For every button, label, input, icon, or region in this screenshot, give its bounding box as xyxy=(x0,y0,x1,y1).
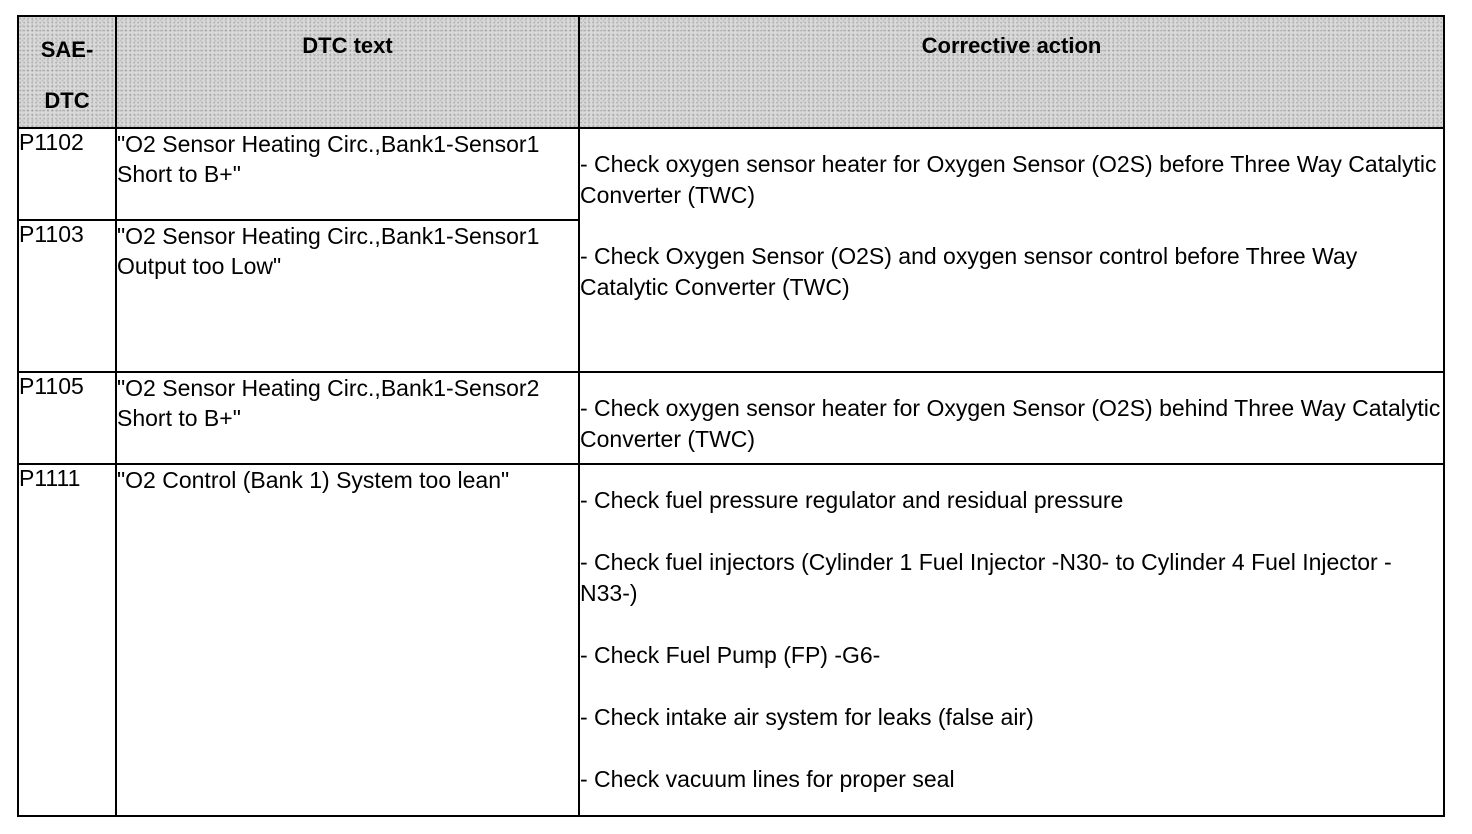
dtc-text: "O2 Sensor Heating Circ.,Bank1-Sensor2 Short to B+" xyxy=(116,372,579,464)
corrective-action-item: - Check fuel pressure regulator and residual pressure xyxy=(580,487,1124,513)
table-row xyxy=(18,464,1444,816)
table-row xyxy=(18,372,1444,464)
corrective-action-cell xyxy=(579,464,1444,816)
corrective-action-cell xyxy=(579,372,1444,464)
corrective-action-item: - Check oxygen sensor heater for Oxygen Sensor (O2S) before Three Way Catalytic Converter (TWC) xyxy=(580,151,1437,208)
dtc-code: P1103 xyxy=(18,220,116,372)
table-header-row xyxy=(18,16,1444,128)
corrective-action-item: - Check oxygen sensor heater for Oxygen Sensor (O2S) behind Three Way Catalytic Converter (TWC) xyxy=(580,395,1441,452)
dtc-code: P1102 xyxy=(18,128,116,220)
header-dtc-text-label: DTC text xyxy=(302,33,393,58)
dtc-text: "O2 Sensor Heating Circ.,Bank1-Sensor1 Output too Low" xyxy=(116,220,579,372)
dtc-text: "O2 Control (Bank 1) System too lean" xyxy=(116,464,579,816)
corrective-action-item: - Check Oxygen Sensor (O2S) and oxygen sensor control before Three Way Catalytic Converter (TWC) xyxy=(580,243,1358,300)
header-corrective-action xyxy=(579,16,1444,128)
header-sae-dtc xyxy=(18,16,116,128)
corrective-action-cell xyxy=(579,128,1444,372)
corrective-action-item: - Check vacuum lines for proper seal xyxy=(580,766,955,792)
corrective-action-item: - Check fuel injectors (Cylinder 1 Fuel Injector -N30- to Cylinder 4 Fuel Injector -N33-) xyxy=(580,549,1392,606)
corrective-action-item: - Check Fuel Pump (FP) -G6- xyxy=(580,642,881,668)
header-sae-line2: DTC xyxy=(44,88,90,113)
corrective-action-item: - Check intake air system for leaks (false air) xyxy=(580,704,1034,730)
dtc-table xyxy=(17,15,1445,817)
header-corrective-action-label: Corrective action xyxy=(921,33,1102,58)
header-dtc-text xyxy=(116,16,579,128)
header-sae-line1: SAE- xyxy=(40,37,94,62)
dtc-text: "O2 Sensor Heating Circ.,Bank1-Sensor1 Short to B+" xyxy=(116,128,579,220)
dtc-code: P1111 xyxy=(18,464,116,816)
table-row xyxy=(18,128,1444,220)
dtc-code: P1105 xyxy=(18,372,116,464)
